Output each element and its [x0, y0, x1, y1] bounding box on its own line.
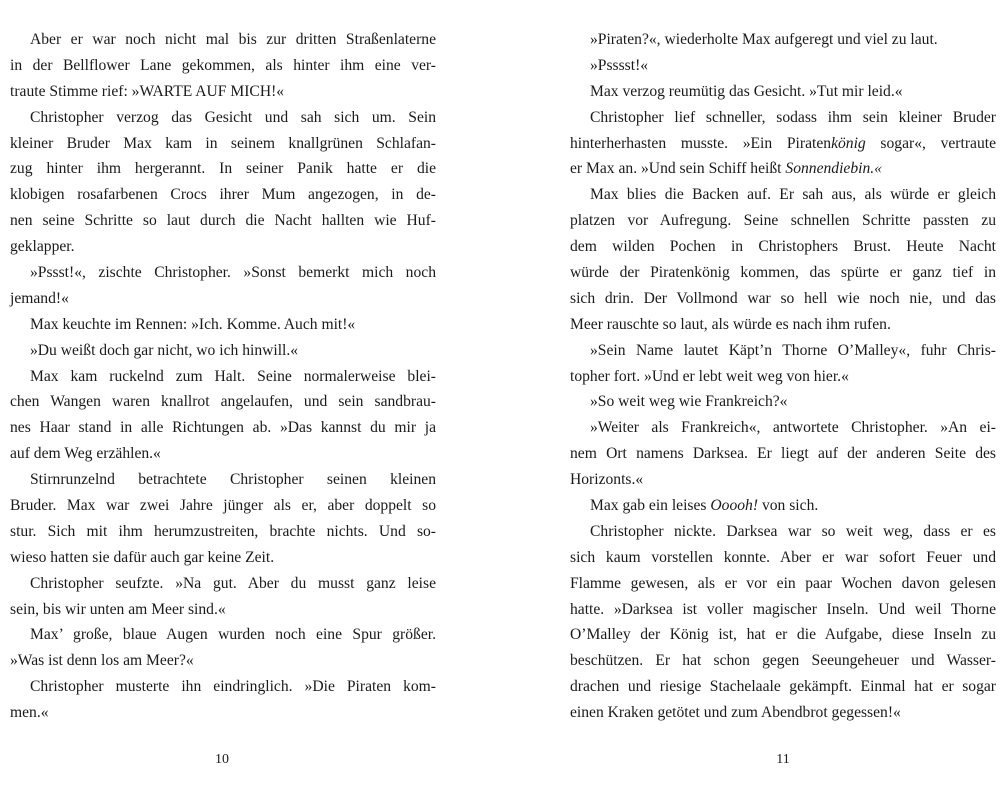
paragraph — [570, 493, 996, 519]
paragraph — [10, 622, 436, 674]
text-line: Christopher verzog das Gesicht und sah sich um. Sein — [30, 108, 436, 126]
paragraph — [570, 338, 996, 390]
paragraph — [10, 27, 436, 105]
text-line: »Was ist denn los am Meer?« — [10, 652, 194, 670]
paragraph — [570, 519, 996, 726]
text-line: nes Haar stand in alle Richtungen ab. »Das kannst du mir ja — [10, 419, 436, 437]
paragraph — [570, 79, 996, 105]
ship-name: Sonnendiebin.« — [785, 160, 882, 178]
text-line: sein, bis wir unten am Meer sind.« — [10, 600, 226, 618]
text-line: würde der Piratenkönig kommen, das spürte er ganz tief in — [570, 264, 996, 282]
text-line: in der Bellflower Lane gekommen, als hinter ihm eine ver- — [10, 56, 436, 74]
text-line: »Sein Name lautet Käpt’n Thorne O’Malley«, fuhr Chris- — [590, 341, 996, 359]
text-segment: Max gab ein leises — [590, 497, 711, 515]
text-line: »Piraten?«, wiederholte Max aufgeregt und viel zu laut. — [590, 31, 938, 48]
paragraph — [10, 571, 436, 623]
text-line: auf dem Weg erzählen.« — [10, 445, 161, 463]
paragraph — [570, 27, 996, 53]
text-line: nen seine Schritte so laut durch die Nacht hallten wie Huf- — [10, 212, 436, 230]
paragraph — [570, 53, 996, 79]
text-line: O’Malley der König ist, hat er die Aufgabe, diese Inseln zu — [570, 626, 996, 644]
right-page — [570, 27, 996, 726]
text-line: wieso hatten sie dafür auch gar keine Zeit. — [10, 548, 275, 566]
text-line: »Pssst!«, zischte Christopher. »Sonst bemerkt mich noch — [30, 264, 436, 282]
text-line: kleiner Bruder Max kam in seinem knallgrünen Schlafan- — [10, 134, 436, 152]
text-line: nem Ort namens Darksea. Er liegt auf der anderen Seite des — [570, 445, 996, 463]
text-line: Meer rauschte so laut, als würde es nach ihm rufen. — [570, 315, 891, 333]
text-line — [570, 493, 996, 519]
text-line: Flamme gewesen, als er vor ein paar Wochen davon gelesen — [570, 574, 996, 592]
text-line: hatte. »Darksea ist voller magischer Inseln. Und weil Thorne — [570, 600, 996, 618]
text-line: Christopher seufzte. »Na gut. Aber du musst ganz leise — [30, 574, 436, 592]
text-segment: hinterherhasten musste. »Ein Piraten — [570, 134, 832, 152]
text-line: topher fort. »Und er lebt weit weg von hier.« — [570, 367, 849, 385]
paragraph — [10, 467, 436, 571]
text-line: Christopher nickte. Darksea war so weit weg, dass er es — [590, 522, 996, 540]
paragraph — [10, 364, 436, 468]
text-line: Stirnrunzelnd betrachtete Christopher seinen kleinen — [30, 471, 436, 489]
text-line: stur. Sich mit ihm herumzustreiten, brachte nichts. Und so- — [10, 522, 436, 540]
text-line: Max’ große, blaue Augen wurden noch eine Spur größer. — [30, 626, 436, 644]
text-line: Max verzog reumütig das Gesicht. »Tut mir leid.« — [590, 82, 903, 100]
text-line: drachen und riesige Stachelaale gekämpft. Einmal hat er sogar — [570, 678, 996, 696]
paragraph — [570, 389, 996, 415]
paragraph — [10, 338, 436, 364]
text-line: sich drin. Der Vollmond war so hell wie noch nie, und das — [570, 289, 996, 307]
text-line: Max kam ruckelnd zum Halt. Seine normalerweise blei- — [30, 367, 436, 385]
text-line: Horizonts.« — [570, 471, 644, 489]
text-segment: er Max an. »Und sein Schiff heißt — [570, 160, 786, 178]
italic-text: könig — [831, 134, 866, 152]
text-line: Bruder. Max war zwei Jahre jünger als er, aber doppelt so — [10, 497, 436, 515]
text-line: Christopher musterte ihn eindringlich. »Die Piraten kom- — [30, 678, 436, 696]
paragraph — [570, 105, 996, 183]
page-number-left: 10 — [215, 752, 229, 767]
text-line: zug hinter ihm hergerannt. In seiner Panik hatte er die — [10, 160, 436, 178]
text-line: geklapper. — [10, 238, 75, 256]
paragraph — [10, 312, 436, 338]
text-line — [570, 131, 996, 157]
text-line: jemand!« — [10, 289, 69, 307]
page-number-right: 11 — [776, 752, 790, 767]
paragraph — [10, 105, 436, 260]
text-line: »Psssst!« — [590, 56, 649, 74]
italic-text: Ooooh! — [710, 497, 759, 515]
paragraph — [10, 260, 436, 312]
text-segment: sogar«, vertraute — [865, 134, 996, 152]
text-line: traute Stimme rief: »WARTE AUF MICH!« — [10, 82, 285, 100]
text-line: Max keuchte im Rennen: »Ich. Komme. Auch mit!« — [30, 315, 356, 333]
paragraph — [570, 182, 996, 337]
text-line: dem wilden Pochen in Christophers Brust. Heute Nacht — [570, 238, 996, 256]
text-line: Max blies die Backen auf. Er sah aus, als würde er gleich — [590, 186, 996, 204]
text-line: men.« — [10, 704, 49, 722]
text-line: »Weiter als Frankreich«, antwortete Christopher. »An ei- — [590, 419, 996, 437]
text-line: einen Kraken getötet und zum Abendbrot gegessen!« — [570, 704, 901, 722]
text-line: Aber er war noch nicht mal bis zur dritten Straßenlaterne — [30, 31, 436, 48]
paragraph — [570, 415, 996, 493]
paragraph — [10, 674, 436, 726]
text-line: beschützen. Er hat schon gegen Seeungeheuer und Wasser- — [570, 652, 996, 670]
text-line: »So weit weg wie Frankreich?« — [590, 393, 788, 411]
text-segment: von sich. — [761, 497, 819, 515]
text-line: klobigen rosafarbenen Crocs ihrer Mum angezogen, in de- — [10, 186, 436, 204]
left-page — [10, 27, 436, 726]
text-line: chen Wangen waren knallrot angelaufen, und sein sandbrau- — [10, 393, 436, 411]
text-line — [570, 156, 996, 182]
text-line: Christopher lief schneller, sodass ihm sein kleiner Bruder — [590, 108, 996, 126]
text-line: sich kaum vorstellen konnte. Aber er war sofort Feuer und — [570, 548, 996, 566]
text-line: platzen vor Aufregung. Seine schnellen Schritte passten zu — [570, 212, 996, 230]
text-line: »Du weißt doch gar nicht, wo ich hinwill.« — [30, 341, 299, 359]
